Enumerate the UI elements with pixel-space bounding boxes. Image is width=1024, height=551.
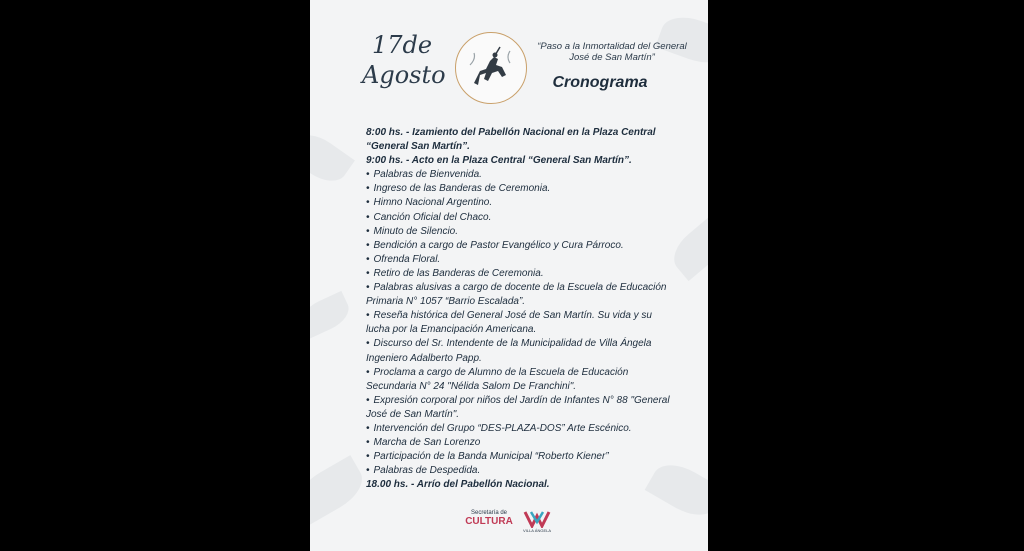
bullet-icon: • bbox=[366, 366, 370, 378]
schedule-item bbox=[366, 239, 676, 253]
schedule-item bbox=[366, 337, 676, 365]
schedule-item bbox=[366, 281, 676, 309]
page-title: Cronograma bbox=[552, 74, 648, 91]
bullet-icon: • bbox=[366, 282, 370, 294]
logo-villa-angela bbox=[522, 510, 552, 540]
schedule-item bbox=[366, 211, 676, 225]
schedule-item bbox=[366, 168, 676, 182]
logo-cultura-main: CULTURA bbox=[465, 516, 513, 527]
bullet-icon: • bbox=[366, 394, 370, 406]
schedule-item bbox=[366, 450, 676, 464]
schedule-item bbox=[366, 422, 676, 436]
decorative-leaf bbox=[310, 291, 354, 339]
schedule-time-entry: 18.00 hs. - Arrío del Pabellón Nacional. bbox=[366, 479, 550, 491]
event-date bbox=[362, 30, 444, 90]
logo-secretaria-cultura bbox=[460, 510, 518, 527]
event-subtitle: “Paso a la Inmortalidad del General José de San Martín” bbox=[537, 41, 687, 63]
schedule-item-text: Retiro de las Banderas de Ceremonia. bbox=[373, 267, 544, 279]
schedule-item-text: Palabras alusivas a cargo de docente de la Escuela de Educación Primaria N° 1057 “Barrio Escalada”. bbox=[366, 282, 667, 308]
schedule-item-text: Palabras de Despedida. bbox=[373, 465, 481, 477]
decorative-leaf bbox=[310, 455, 370, 525]
bullet-icon: • bbox=[366, 183, 370, 195]
san-martin-medallion-icon bbox=[455, 32, 527, 104]
schedule-item bbox=[366, 267, 676, 281]
bullet-icon: • bbox=[366, 451, 370, 463]
schedule-time-entry: 9:00 hs. - Acto en la Plaza Central “General San Martín”. bbox=[366, 155, 632, 167]
schedule-item-text: Participación de la Banda Municipal “Roberto Kiener” bbox=[373, 451, 609, 463]
bullet-icon: • bbox=[366, 310, 370, 322]
schedule-item bbox=[366, 436, 676, 450]
event-poster bbox=[310, 0, 708, 551]
bullet-icon: • bbox=[366, 437, 370, 449]
schedule-item bbox=[366, 182, 676, 196]
decorative-leaf bbox=[310, 126, 355, 190]
bullet-icon: • bbox=[366, 225, 370, 237]
bullet-icon: • bbox=[366, 197, 370, 209]
schedule-item-text: Proclama a cargo de Alumno de la Escuela de Educación Secundaria N° 24 "Nélida Salom De Franchini". bbox=[366, 366, 629, 392]
schedule-item-text: Ofrenda Floral. bbox=[373, 253, 441, 265]
schedule-item-text: Minuto de Silencio. bbox=[373, 225, 459, 237]
schedule-item-text: Ingreso de las Banderas de Ceremonia. bbox=[373, 183, 551, 195]
logo-va-text: VILLA ÁNGELA bbox=[522, 528, 551, 533]
bullet-icon: • bbox=[366, 239, 370, 251]
bullet-icon: • bbox=[366, 253, 370, 265]
schedule-item-text: Bendición a cargo de Pastor Evangélico y Cura Párroco. bbox=[373, 239, 624, 251]
schedule-item-text: Discurso del Sr. Intendente de la Municipalidad de Villa Ángela Ingeniero Adalberto Papp. bbox=[366, 338, 652, 364]
schedule-item-text: Marcha de San Lorenzo bbox=[373, 437, 481, 449]
villa-angela-mark-icon bbox=[522, 510, 552, 528]
schedule-item-text: Palabras de Bienvenida. bbox=[373, 169, 482, 181]
schedule-item bbox=[366, 196, 676, 210]
schedule-list bbox=[366, 126, 676, 492]
footer-logos bbox=[460, 510, 560, 540]
schedule-item-text: Reseña histórica del General José de San Martín. Su vida y su lucha por la Emancipación Americana. bbox=[366, 310, 652, 336]
schedule-item bbox=[366, 464, 676, 478]
date-month: Agosto bbox=[362, 61, 446, 89]
schedule-item-text: Intervención del Grupo “DES-PLAZA-DOS” Arte Escénico. bbox=[373, 422, 632, 434]
bullet-icon: • bbox=[366, 169, 370, 181]
logo-cultura-top: Secretaría de bbox=[470, 510, 508, 516]
schedule-item-text: Expresión corporal por niños del Jardín de Infantes N° 88 "General José de San Martín". bbox=[366, 394, 670, 420]
bullet-icon: • bbox=[366, 211, 370, 223]
schedule-item-text: Himno Nacional Argentino. bbox=[373, 197, 493, 209]
date-day: 17de bbox=[372, 31, 433, 59]
horse-rider-icon bbox=[466, 43, 516, 93]
schedule-item-text: Canción Oficial del Chaco. bbox=[373, 211, 492, 223]
bullet-icon: • bbox=[366, 267, 370, 279]
schedule-item bbox=[366, 253, 676, 267]
schedule-item bbox=[366, 309, 676, 337]
bullet-icon: • bbox=[366, 338, 370, 350]
bullet-icon: • bbox=[366, 422, 370, 434]
schedule-item bbox=[366, 225, 676, 239]
schedule-item bbox=[366, 394, 676, 422]
bullet-icon: • bbox=[366, 465, 370, 477]
schedule-time-entry: 8:00 hs. - Izamiento del Pabellón Nacional en la Plaza Central “General San Martín”. bbox=[366, 127, 656, 153]
schedule-item bbox=[366, 366, 676, 394]
